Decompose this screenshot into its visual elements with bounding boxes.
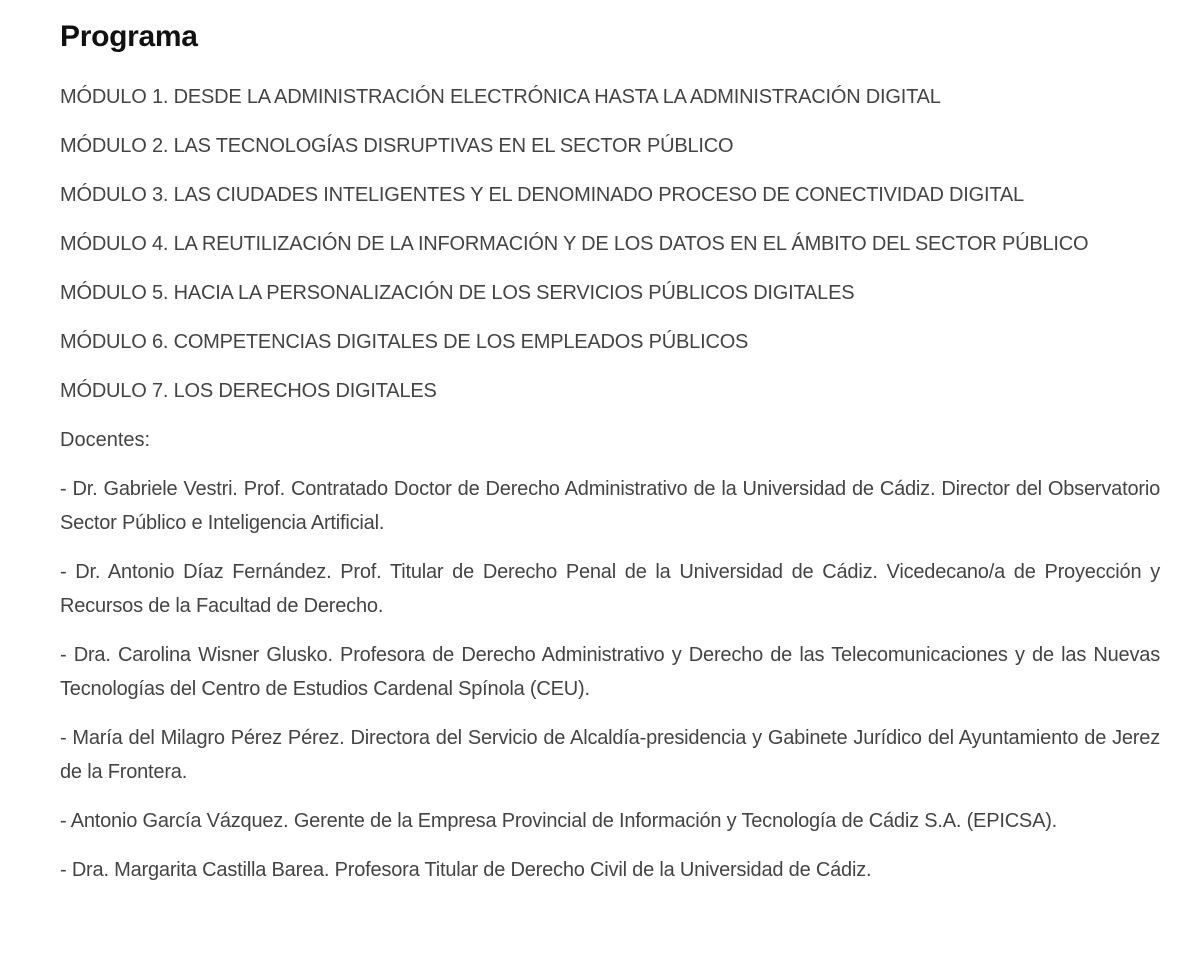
docente-item: - Dra. Carolina Wisner Glusko. Profesora de Derecho Administrativo y Derecho de las Telecomunicaciones y de las Nuevas Tecnologías del Centro de Estudios Cardenal Spínola (CEU). xyxy=(60,644,1160,700)
module-item: MÓDULO 4. LA REUTILIZACIÓN DE LA INFORMACIÓN Y DE LOS DATOS EN EL ÁMBITO DEL SECTOR PÚBLICO xyxy=(60,233,1089,255)
module-item: MÓDULO 7. LOS DERECHOS DIGITALES xyxy=(60,380,437,402)
module-list xyxy=(60,80,1160,408)
module-item: MÓDULO 5. HACIA LA PERSONALIZACIÓN DE LOS SERVICIOS PÚBLICOS DIGITALES xyxy=(60,282,855,304)
docente-item: - Dr. Antonio Díaz Fernández. Prof. Titular de Derecho Penal de la Universidad de Cádiz. Vicedecano/a de Proyección y Recursos de la Facultad de Derecho. xyxy=(60,561,1160,617)
section-title: Programa xyxy=(60,20,198,53)
docente-item: - Dra. Margarita Castilla Barea. Profesora Titular de Derecho Civil de la Universidad de Cádiz. xyxy=(60,859,872,881)
module-item: MÓDULO 6. COMPETENCIAS DIGITALES DE LOS EMPLEADOS PÚBLICOS xyxy=(60,331,749,353)
module-item: MÓDULO 2. LAS TECNOLOGÍAS DISRUPTIVAS EN EL SECTOR PÚBLICO xyxy=(60,135,734,157)
docentes-label: Docentes: xyxy=(60,429,151,451)
module-item: MÓDULO 1. DESDE LA ADMINISTRACIÓN ELECTRÓNICA HASTA LA ADMINISTRACIÓN DIGITAL xyxy=(60,86,941,108)
docente-item: - María del Milagro Pérez Pérez. Directora del Servicio de Alcaldía-presidencia y Gabinete Jurídico del Ayuntamiento de Jerez de la Frontera. xyxy=(60,727,1160,783)
docente-item: - Antonio García Vázquez. Gerente de la Empresa Provincial de Información y Tecnología de Cádiz S.A. (EPICSA). xyxy=(60,810,1058,832)
docentes-list xyxy=(60,472,1160,887)
programa-section xyxy=(60,0,1160,902)
module-item: MÓDULO 3. LAS CIUDADES INTELIGENTES Y EL DENOMINADO PROCESO DE CONECTIVIDAD DIGITAL xyxy=(60,184,1024,206)
docente-item: - Dr. Gabriele Vestri. Prof. Contratado Doctor de Derecho Administrativo de la Universidad de Cádiz. Director del Observatorio Sector Público e Inteligencia Artificial. xyxy=(60,478,1160,534)
